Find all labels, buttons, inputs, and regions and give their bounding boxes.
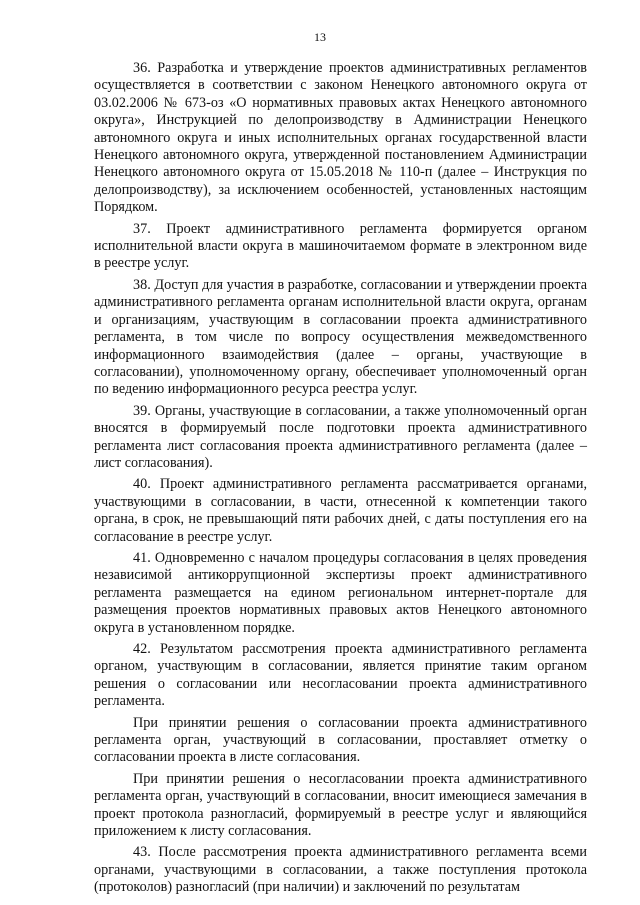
paragraph-42-approval: При принятии решения о согласовании проекта административного регламента орган, участвующий в согласовании, проставляет отметку о согласовании проекта в листе согласования.	[94, 714, 587, 766]
paragraph-43: 43. После рассмотрения проекта административного регламента всеми органами, участвующими в согласовании, а также поступления протокола (протоколов) разногласий (при наличии) и заключений по результатам	[94, 844, 587, 896]
paragraph-39: 39. Органы, участвующие в согласовании, а также уполномоченный орган вносятся в формируемый после подготовки проекта административного регламента лист согласования проекта административного регламента (далее – лист согласования).	[94, 402, 587, 471]
paragraph-40: 40. Проект административного регламента рассматривается органами, участвующими в согласовании, в части, отнесенной к компетенции такого органа, в срок, не превышающий пяти рабочих дней, с даты поступления его на согласование в реестре услуг.	[94, 476, 587, 545]
paragraph-38: 38. Доступ для участия в разработке, согласовании и утверждении проекта административного регламента органам исполнительной власти округа, органам и организациям, участвующим в согласовании проекта административного регламента, в том числе по вопросу осуществления межведомственного информационного взаимодействия (далее – органы, участвующие в согласовании), уполномоченному органу, обеспечивает уполномоченный орган по ведению информационного ресурса реестра услуг.	[94, 276, 587, 398]
document-body	[94, 60, 587, 897]
paragraph-41: 41. Одновременно с началом процедуры согласования в целях проведения независимой антикоррупционной экспертизы проект административного регламента размещается на едином региональном интернет-портале для размещения проектов нормативных правовых актов Ненецкого автономного округа в установленном порядке.	[94, 549, 587, 636]
paragraph-36: 36. Разработка и утверждение проектов административных регламентов осуществляется в соответствии с законом Ненецкого автономного округа от 03.02.2006 № 673-оз «О нормативных правовых актах Ненецкого автономного округа», Инструкцией по делопроизводству в Администрации Ненецкого автономного округа и иных исполнительных органах государственной власти Ненецкого автономного округа, утвержденной постановлением Администрации Ненецкого автономного округа от 15.05.2018 № 110-п (далее – Инструкция по делопроизводству), за исключением особенностей, установленных настоящим Порядком.	[94, 60, 587, 216]
page-number: 13	[314, 30, 326, 44]
paragraph-42-disapproval: При принятии решения о несогласовании проекта административного регламента орган, участвующий в согласовании, вносит имеющиеся замечания в проект протокола разногласий, формируемый в реестре услуг и являющийся приложением к листу согласования.	[94, 770, 587, 840]
paragraph-42: 42. Результатом рассмотрения проекта административного регламента органом, участвующим в согласовании, является принятие таким органом решения о согласовании или несогласовании проекта административного регламента.	[94, 641, 587, 710]
paragraph-37: 37. Проект административного регламента формируется органом исполнительной власти округа в машиночитаемом формате в электронном виде в реестре услуг.	[94, 220, 587, 272]
